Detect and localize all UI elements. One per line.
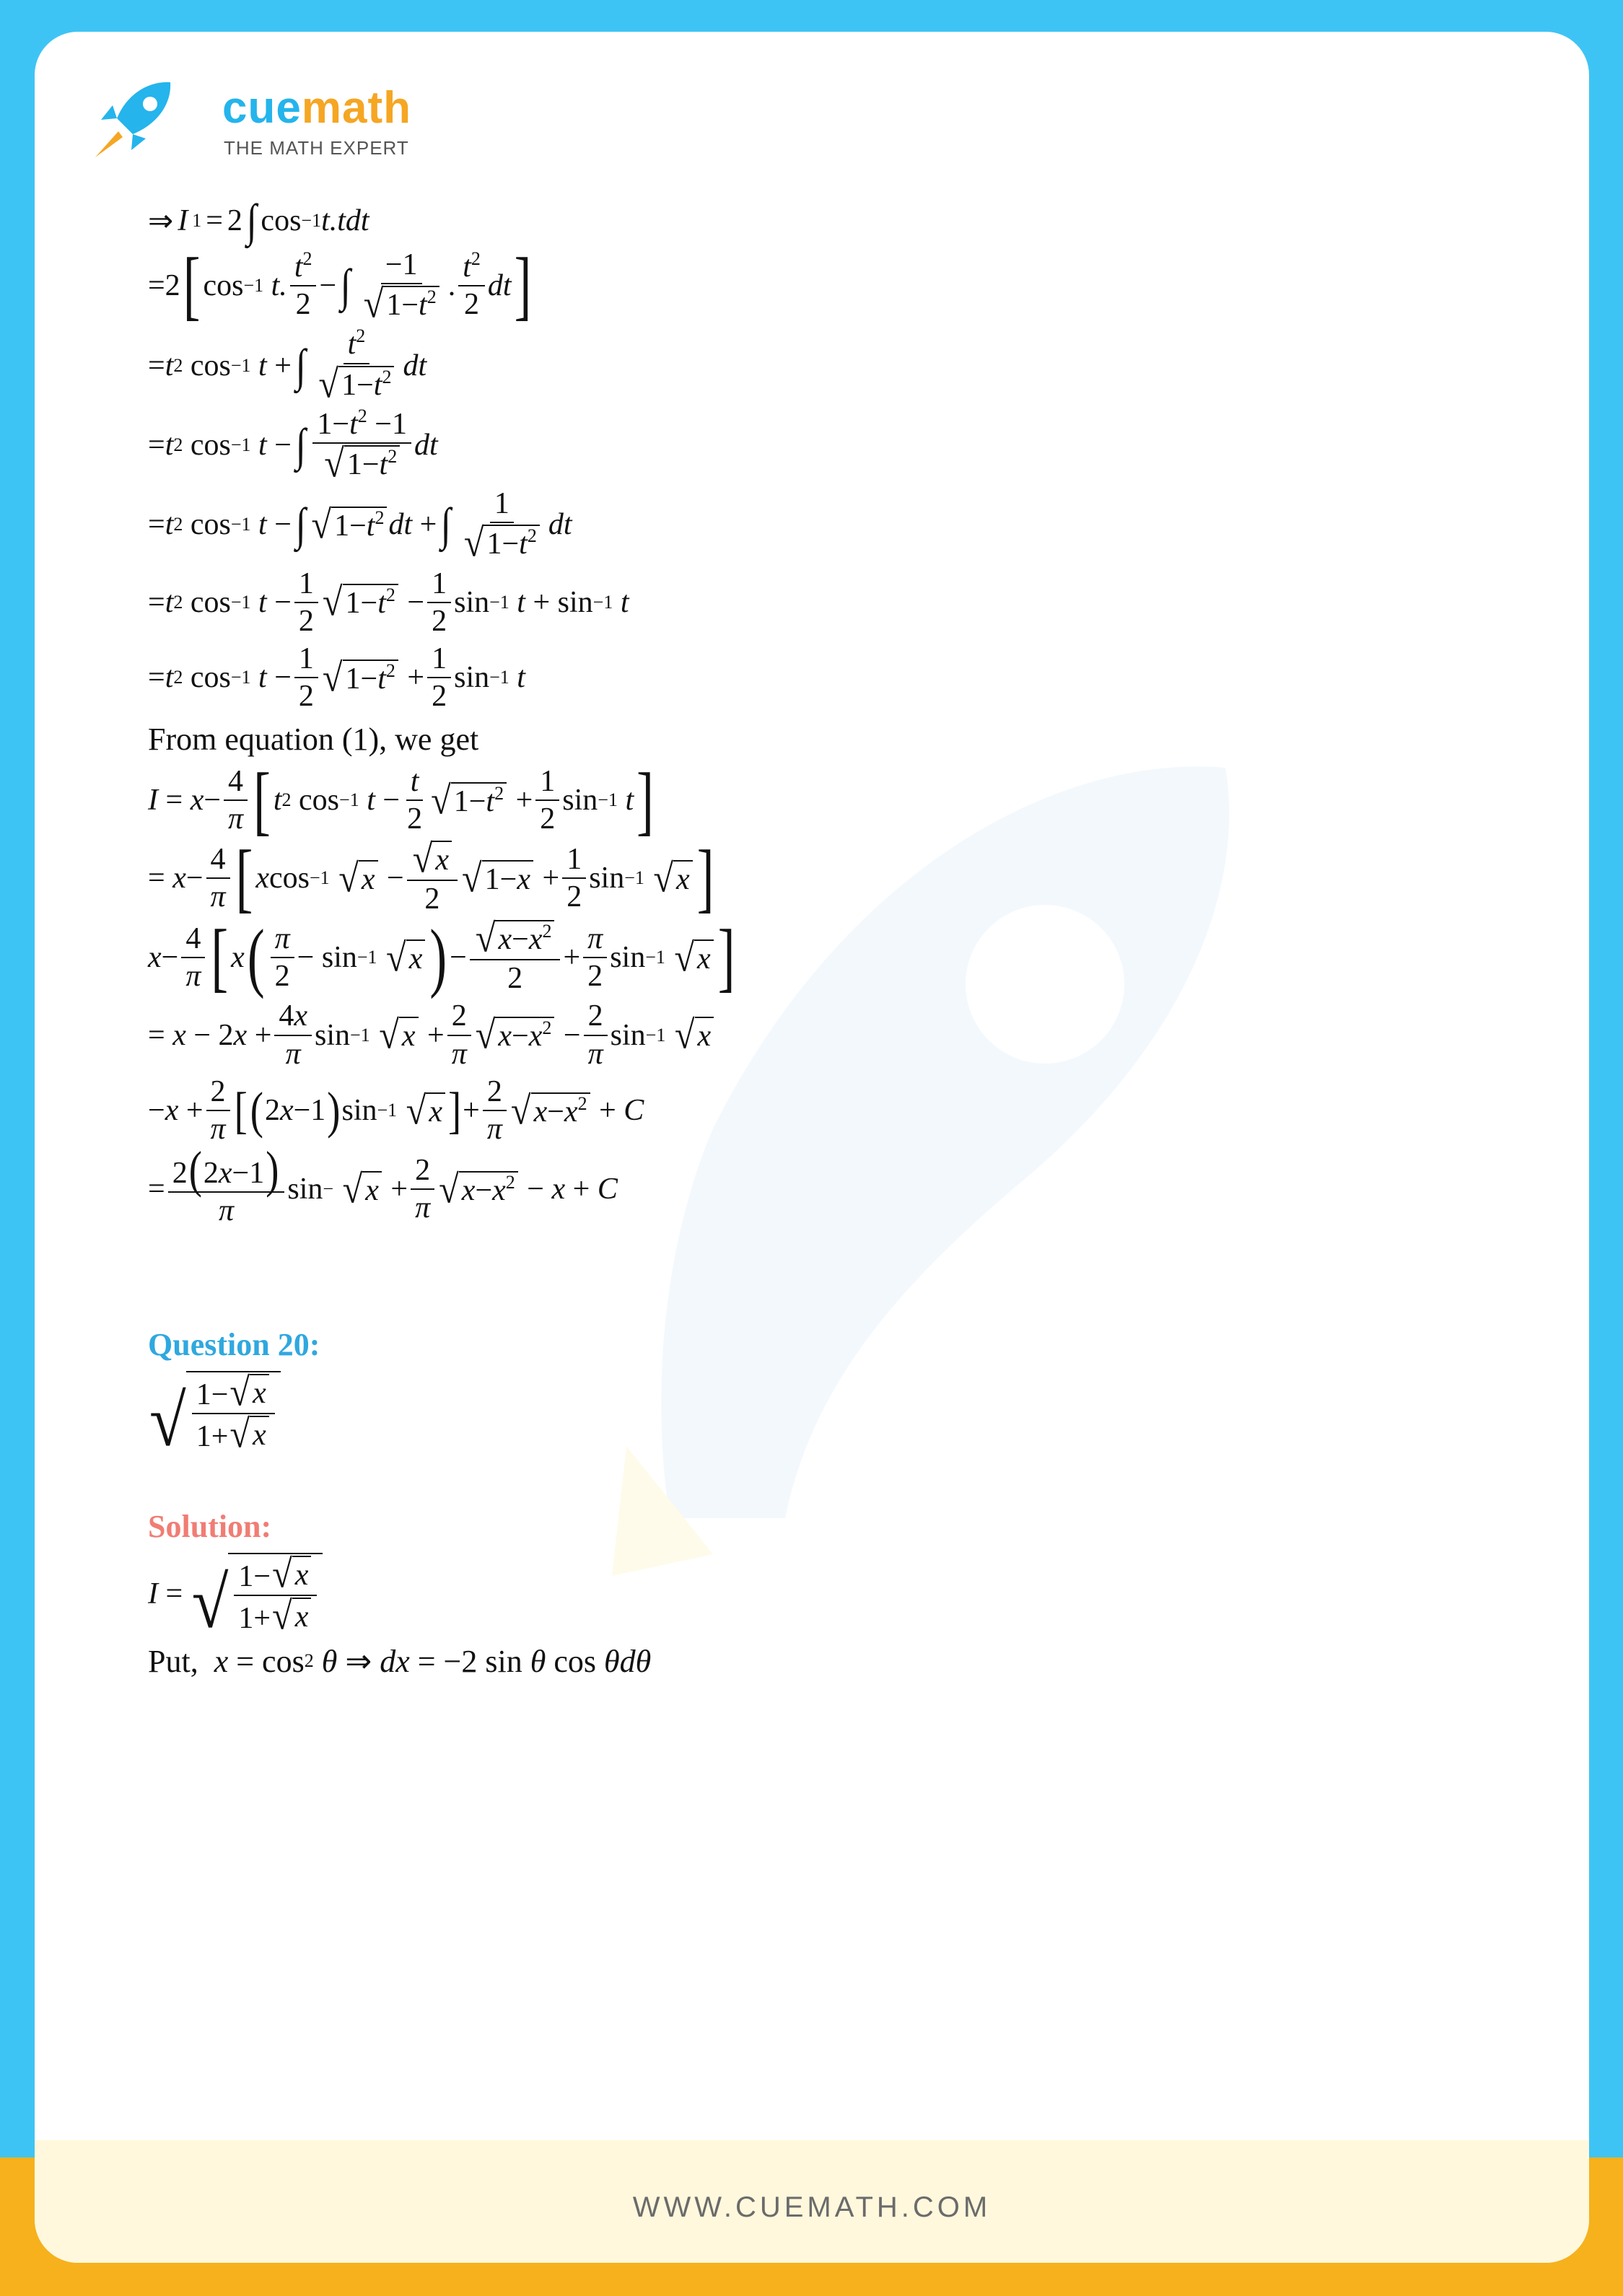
equation-line: = t 2 cos −1 t + ∫ $t^2$ √ $1-t^2$ dt: [148, 325, 427, 406]
footer-url: WWW.CUEMATH.COM: [632, 2191, 992, 2223]
document-page: [35, 32, 1589, 2263]
question-heading: Question 20:: [148, 1327, 320, 1362]
equation-line: = x − 2 x + $\frac{4x}{\pi}$ sin −1 √ x + $\frac{2}{\pi}$ √ $x-x^2$ − $\frac{2}{\pi}$ sin −1 √ x: [148, 999, 1375, 1070]
equation-line: − x + $\frac{2}{\pi}$ [ ( 2 x −1 ) sin −1 √ x ] + $\frac{2}{\pi}$ √ $x-x^2$ + C: [148, 1074, 644, 1146]
from-equation-text: From equation (1), we get: [148, 721, 479, 757]
equation-line: = t 2 cos −1 t − $\frac{1}{2}$ √ $1-t^2$ − $\frac{1}{2}$ sin −1 t + sin −1 t: [148, 566, 629, 638]
equation-line: =2 [ cos −1 t. $\frac{t^2}{2}$ − ∫ −1 √ $1-t^2$ . $\frac{t^2}{2}$ dt ]: [148, 242, 532, 329]
brand-name: cuemath: [222, 83, 411, 133]
equation-line: = t 2 cos −1 t − ∫ √ $1-t^2$ dt + ∫ 1 √ $1-t^2$ dt: [148, 487, 572, 566]
equation-line: I = x − $\frac{4}{\pi}$ [ t 2 cos −1 t − $\frac{t}{2}$ √ $1-t^2$ + $\frac{1}{2}$ sin −1 t ]: [148, 757, 654, 844]
equation-line: = t 2 cos −1 t − $\frac{1}{2}$ √ $1-t^2$ + $\frac{1}{2}$ sin −1 t: [148, 641, 525, 714]
math-content: [148, 193, 1375, 1687]
equation-line: ⇒ I 1 = 2 ∫ cos −1 t.tdt: [148, 195, 369, 246]
equation-line: = x − $\frac{4}{\pi}$ [ x cos −1 √ x − √ x 2 √ 1−x + $\frac{1}{2}$ sin −1 √ x ]: [148, 835, 714, 921]
equation-line: = $\frac{2(2x-1)}{\pi}$ sin − √ x + $\frac{2}{\pi}$ √ $x-x^2$ − x + C: [148, 1140, 618, 1228]
equation-line: x − $\frac{4}{\pi}$ [ x ( $\frac{\pi}{2}$ − sin −1 √ x ) − √ $x-x^2$ 2 + $\frac{\pi}{2}$ sin −1 √ x ]: [148, 914, 735, 1001]
put-label: Put,: [148, 1643, 198, 1679]
equation-line: = t 2 cos −1 t − ∫ $1-t^2 -1$ √ $1-t^2$ dt: [148, 405, 438, 486]
equation-line: I = √ 1− √ x 1+ √ x: [148, 1553, 1375, 1635]
rocket-logo-icon: [91, 76, 178, 163]
brand-tagline: THE MATH EXPERT: [224, 137, 409, 159]
substitution-line: Put, x = cos 2 θ ⇒ dx = −2 sin θ cos θdθ: [148, 1643, 652, 1679]
solution-heading: Solution:: [148, 1509, 272, 1545]
question-expression: √ 1− √ x 1+ √ x: [148, 1371, 1375, 1453]
cuemath-logo: [91, 76, 524, 163]
